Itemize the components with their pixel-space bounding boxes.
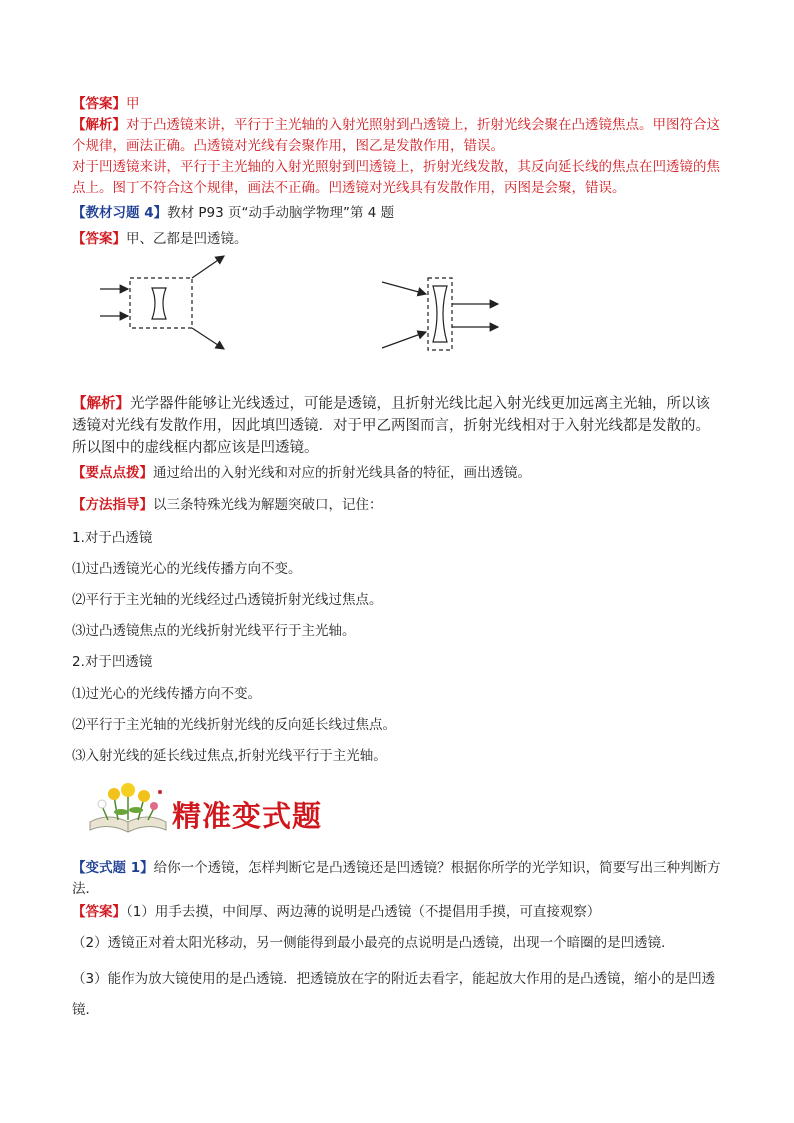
lens-diagram-jia — [96, 250, 236, 360]
variant-tag: 【变式题 1】 — [72, 860, 154, 876]
variant-answer-1 — [72, 902, 724, 923]
variant-answer-tag: 【答案】 — [72, 904, 126, 920]
book-flower-icon — [88, 782, 168, 834]
concave-item-1: ⑴过光心的光线传播方向不变。 — [72, 686, 261, 702]
keypoint-tag: 【要点点拨】 — [72, 465, 153, 481]
method-text: 以三条特殊光线为解题突破口，记住： — [153, 497, 383, 513]
variant-question — [72, 858, 724, 900]
concave-item-3: ⑶入射光线的延长线过焦点,折射光线平行于主光轴。 — [72, 748, 387, 764]
answer-text: 甲 — [126, 96, 140, 112]
exercise-text: 教材 P93 页“动手动脑学物理”第 4 题 — [167, 205, 395, 221]
convex-item-2: ⑵平行于主光轴的光线经过凸透镜折射光线过焦点。 — [72, 592, 383, 608]
method-tag: 【方法指导】 — [72, 497, 153, 513]
variant-answer-3: （3）能作为放大镜使用的是凸透镜．把透镜放在字的附近去看字，能起放大作用的是凸透镜，缩小的是凹透镜． — [72, 971, 716, 1018]
analysis-text: 对于凸透镜来讲，平行于主光轴的入射光照射到凸透镜上，折射光线会聚在凸透镜焦点。甲图符合这个规律，画法正确。凸透镜对光线有会聚作用，图乙是发散作用，错误。 — [72, 117, 720, 154]
analysis-block-1 — [72, 115, 724, 157]
analysis-block-2 — [72, 393, 724, 459]
exercise-block — [72, 203, 724, 224]
analysis-text-2b: 光学器件能够让光线透过，可能是透镜，且折射光线比起入射光线更加远离主光轴，所以该透镜对光线有发散作用，因此填凹透镜．对于甲乙两图而言，折射光线相对于入射光线都是发散的。所以图中的虚线框内都应该是凹透镜。 — [72, 396, 710, 456]
analysis-tag: 【解析】 — [72, 117, 126, 133]
convex-item-3: ⑶过凸透镜焦点的光线折射光线平行于主光轴。 — [72, 623, 356, 639]
keypoint-text: 通过给出的入射光线和对应的折射光线具备的特征，画出透镜。 — [153, 465, 531, 481]
method-block — [72, 495, 724, 516]
convex-item-1: ⑴过凸透镜光心的光线传播方向不变。 — [72, 561, 302, 577]
exercise-tag: 【教材习题 4】 — [72, 205, 168, 221]
answer-block-2 — [72, 229, 724, 250]
variant-answer-1-text: （1）用手去摸，中间厚、两边薄的说明是凸透镜（不提倡用手摸，可直接观察） — [126, 904, 601, 920]
lens-diagram-yi — [380, 270, 506, 356]
answer-text-2: 甲、乙都是凹透镜。 — [126, 231, 248, 247]
answer-tag-2: 【答案】 — [72, 231, 126, 247]
banner-title: 精准变式题 — [172, 799, 323, 833]
convex-heading: 1.对于凸透镜 — [72, 530, 153, 546]
variant-question-text: 给你一个透镜，怎样判断它是凸透镜还是凹透镜？根据你所学的光学知识，简要写出三种判断方法． — [72, 860, 721, 897]
answer-block-1 — [72, 94, 724, 115]
answer-tag: 【答案】 — [72, 96, 126, 112]
concave-heading: 2.对于凹透镜 — [72, 654, 153, 670]
concave-item-2: ⑵平行于主光轴的光线折射光线的反向延长线过焦点。 — [72, 717, 396, 733]
keypoint-block — [72, 463, 724, 484]
variant-answer-2: （2）透镜正对着太阳光移动，另一侧能得到最小最亮的点说明是凸透镜，出现一个暗圈的是凹透镜． — [72, 935, 675, 951]
analysis-text-2: 对于凹透镜来讲，平行于主光轴的入射光照射到凹透镜上，折射光线发散，其反向延长线的焦点在凹透镜的焦点上。图丁不符合这个规律，画法不正确。凹透镜对光线具有发散作用，丙图是会聚，错误。 — [72, 159, 720, 196]
analysis-tag-2: 【解析】 — [72, 396, 130, 412]
